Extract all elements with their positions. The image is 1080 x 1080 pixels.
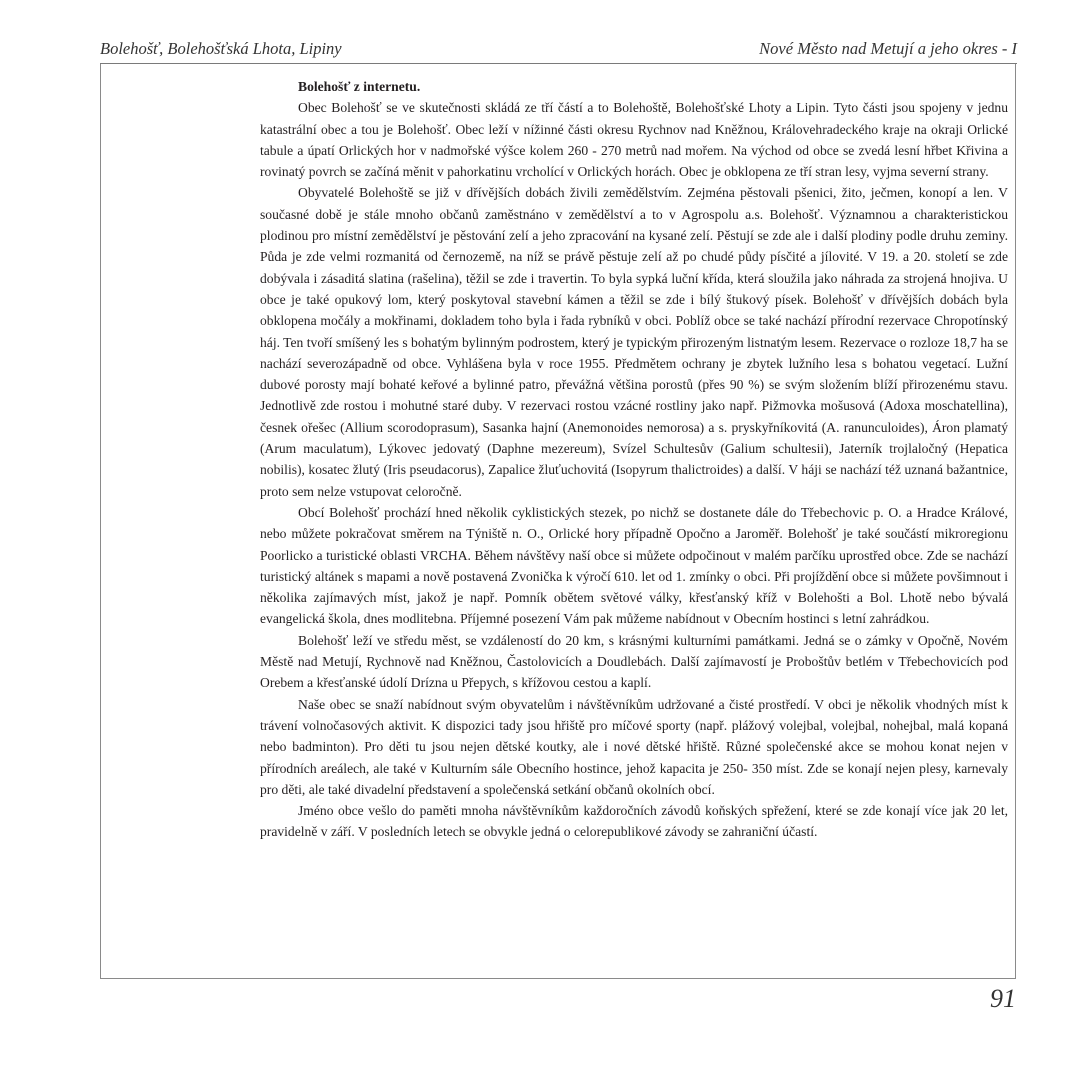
paragraph: Bolehošť leží ve středu měst, se vzdáleností do 20 km, s krásnými kulturními památkami. Jedná se o zámky v Opočně, Novém Městě nad Metují, Rychnově nad Kněžnou, Častolovicích a Doudlebách. Další zajímavostí je Proboštův betlém v Třebechovicích pod Orebem a křesťanské údolí Drízna u Přepych, s křížovou cestou a kaplí. <box>260 632 1008 691</box>
paragraph: Obec Bolehošť se ve skutečnosti skládá ze tří částí a to Bolehoště, Bolehošťské Lhoty a Lipin. Tyto části jsou spojeny v jednu katastrální obec a tou je Bolehošť. Obec leží v nížinné části okresu Rychnov nad Kněžnou, Královehradeckého kraje na okraji Orlické tabule a úpatí Orlických hor v nadmořské výšce kolem 260 - 270 metrů nad mořem. Na východ od obce se zvedá lesní hřbet Křivina a rovinatý povrch se začíná měnit v pahorkatinu vrcholící v Orlických horách. Obec je obklopena ze tří stran lesy, vyjma severní strany. <box>260 100 1008 180</box>
article <box>260 76 1008 843</box>
paragraph: Naše obec se snaží nabídnout svým obyvatelům i návštěvníkům udržované a čisté prostředí. V obci je několik vhodných míst k trávení volnočasových aktivit. K dispozici tady jsou hřiště pro míčové sporty (např. plážový volejbal, volejbal, nohejbal, malá kopaná nebo badminton). Pro děti tu jsou nejen dětské koutky, ale i nové dětské hřiště. Různé společenské akce se mohou konat nejen v přírodních areálech, ale také v Kulturním sále Obecního hostince, jehož kapacita je 250- 350 míst. Zde se konají nejen plesy, karnevaly pro děti, ale také divadelní představení a společenská setkání občanů okolních obcí. <box>260 696 1008 797</box>
article-heading: Bolehošť z internetu. <box>298 79 421 94</box>
running-head-right: Nové Město nad Metují a jeho okres - I <box>759 39 1017 58</box>
page-number: 91 <box>990 984 1016 1013</box>
paragraph: Obyvatelé Bolehoště se již v dřívějších dobách živili zemědělstvím. Zejména pěstovali pšenici, žito, ječmen, konopí a len. V současné době je stále mnoho občanů zaměstnáno v zemědělství a to v Agrospolu a.s. Bolehošť. Významnou a charakteristickou plodinou pro místní zemědělství je pěstování zelí a jeho zpracování na kysané zelí. Pěstují se zde ale i další plodiny podle druhu zeminy. Půda je zde velmi rozmanitá od černozemě, na níž se právě pěstuje zelí až po chudé půdy písčité a jílovité. V 19. a 20. století se zde dobývala i zásaditá slatina (rašelina), těžil se zde i travertin. To byla sypká luční křída, která sloužila jako náhrada za strojená hnojiva. U obce je také opukový lom, který poskytoval stavební kámen a těžil se zde i bílý štukový písek. Bolehošť v dřívějších dobách byla obklopena močály a mokřinami, dokladem toho byla i řada rybníků v obci. Poblíž obce se také nachází přírodní rezervace Chropotínský háj. Ten tvoří smíšený les s bohatým bylinným podrostem, který je typickým přirozeným listnatým lesem. Rezervace o rozloze 18,7 ha se nachází severozápadně od obce. Vyhlášena byla v roce 1955. Předmětem ochrany je zbytek lužního lesa s bohatou vegetací. Lužní dubové porosty mají bohaté keřové a bylinné patro, převážná většina porostů (přes 90 %) se svým složením blíží přirozenému stavu. Jednotlivě zde rostou i mohutné staré duby. V rezervaci rostou vzácné rostliny jako např. Pižmovka mošusová (Adoxa moschatellina), česnek ořešec (Allium scorodoprasum), Sasanka hajní (Anemonoides nemorosa) a s. pryskyřníkovitá (A. ranunculoides), Áron plamatý (Arum maculatum), Lýkovec jedovatý (Daphne mezereum), Svízel Schultesův (Galium schultesii), Jaterník trojlaločný (Hepatica nobilis), kosatec žlutý (Iris pseudacorus), Zapalice žluťuchovitá (Isopyrum thalictroides) a další. V háji se nachází též uznaná bažantnice, proto sem nelze vstupovat celoročně. <box>260 185 1008 499</box>
paragraph: Jméno obce vešlo do paměti mnoha návštěvníkům každoročních závodů koňských spřežení, které se zde konají více jak 20 let, pravidelně v září. V posledních letech se obvykle jedná o celorepublikové závody se zahraniční účastí. <box>260 803 1008 840</box>
running-head <box>100 39 1017 59</box>
running-head-left: Bolehošť, Bolehošťská Lhota, Lipiny <box>100 39 342 58</box>
paragraph: Obcí Bolehošť prochází hned několik cyklistických stezek, po nichž se dostanete dále do Třebechovic p. O. a Hradce Králové, nebo můžete pokračovat směrem na Týniště n. O., Orlické hory případně Opočno a Jaroměř. Bolehošť je také součástí mikroregionu Poorlicko a turistické oblasti VRCHA. Během návštěvy naší obce si můžete odpočinout v malém parčíku uprostřed obce. Zde se nachází turistický altánek s mapami a nově postavená Zvonička k výročí 610. let od 1. zmínky o obci. Při projíždění obce si můžete povšimnout i několika zajímavých míst, jakož je např. Pomník obětem světové války, křesťanský kříž v Bolehošti a Bol. Lhotě nebo bývalá evangelická škola, dnes modlitebna. Příjemné posezení Vám pak můžeme nabídnout v Obecním hostinci s letní zahrádkou. <box>260 504 1008 627</box>
